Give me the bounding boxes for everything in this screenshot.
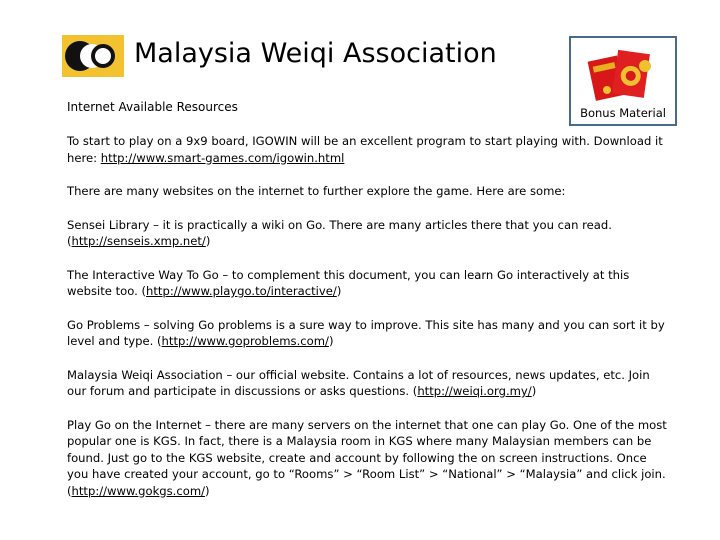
goproblems-link[interactable]: http://www.goproblems.com/ [161,334,329,348]
paragraph-text: Go Problems – solving Go problems is a sure way to improve. This site has many and you can sort it by level and type. ( [67,317,665,348]
bonus-material-label: Bonus Material [580,106,666,120]
paragraph-text: The Interactive Way To Go – to complement this document, you can learn Go interactively at this website too. ( [67,267,630,298]
paragraph-close: ) [205,234,211,248]
paragraph-sensei-library [67,217,667,250]
paragraph-text: Malaysia Weiqi Association – our official website. Contains a lot of resources, news updates, etc. Join our forum and participate in discussions or asks questions. ( [67,367,650,398]
paragraph-text: To start to play on a 9x9 board, IGOWIN will be an excellent program to start playing with. Download it here: [67,134,663,165]
paragraph-close: ) [205,483,210,498]
paragraph-text: Play Go on the Internet – there are many servers on the internet that one can play Go. One of the most popular one is KGS. In fact, there is a Malaysia room in KGS where many Malaysian members can be found. Just go to the KGS website, create and account by following the on screen instructions. Once you have created your account, go to “Rooms” > “Room List” > “National” > “Malaysia” and click join. ( [67,417,667,498]
weiqi-link[interactable]: http://weiqi.org.my/ [417,384,532,398]
paragraph-websites-intro [67,183,667,200]
paragraph-kgs [67,417,667,500]
paragraph-weiqi-association [67,367,667,400]
paragraph-text: Sensei Library – it is practically a wiki on Go. There are many articles there that you can read. ( [67,217,612,248]
page-title: Malaysia Weiqi Association [134,38,497,69]
paragraph-igowin [67,133,667,166]
kgs-link[interactable]: http://www.gokgs.com/ [71,483,206,498]
resources-content [67,133,667,499]
weiqi-stones-logo-icon [62,35,124,77]
senseis-link[interactable]: http://senseis.xmp.net/ [71,234,206,248]
page-subtitle: Internet Available Resources [67,100,238,114]
igowin-link[interactable]: http://www.smart-games.com/igowin.html [100,150,345,165]
paragraph-go-problems [67,317,667,350]
paragraph-text: There are many websites on the internet to further explore the game. Here are some: [67,184,566,198]
paragraph-close: ) [531,384,537,398]
bonus-material-box[interactable] [569,36,677,126]
paragraph-interactive-way [67,267,667,300]
paragraph-close: ) [328,334,334,348]
red-envelopes-icon [587,46,661,102]
playgo-link[interactable]: http://www.playgo.to/interactive/ [146,284,337,298]
paragraph-close: ) [336,284,342,298]
